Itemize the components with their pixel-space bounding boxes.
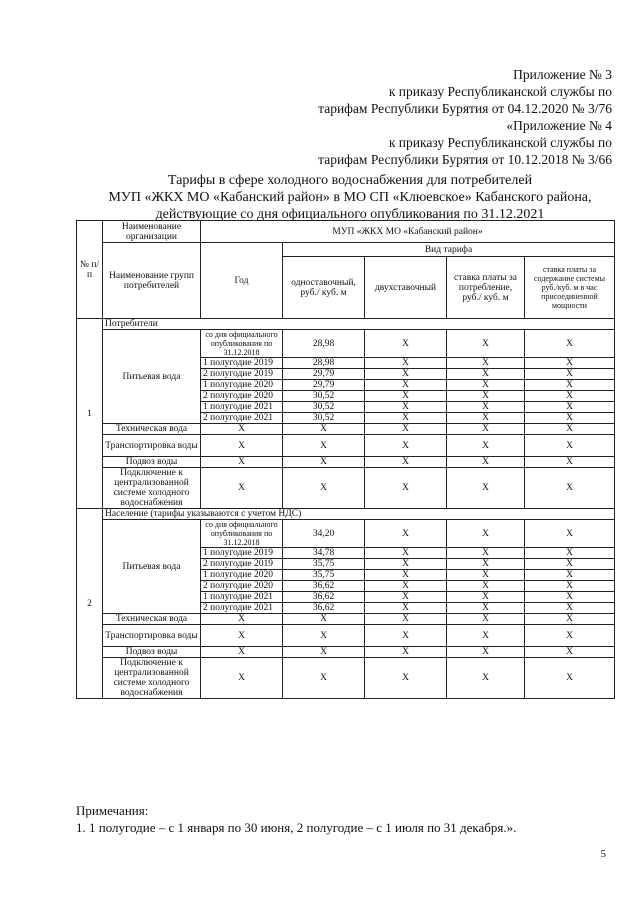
table-row bbox=[77, 457, 615, 468]
note-item: 1. 1 полугодие – с 1 января по 30 июня, 2 полугодие – с 1 июля по 31 декабря.». bbox=[76, 820, 517, 835]
table-row bbox=[77, 647, 615, 658]
one-part-tariff: 36,62 bbox=[283, 592, 365, 603]
consumer-group-label: Подвоз воды bbox=[103, 457, 201, 468]
consumption-rate: X bbox=[447, 468, 525, 509]
capacity-rate: X bbox=[525, 647, 615, 658]
number-header: № п/п bbox=[77, 221, 103, 319]
period-year: 2 полугодие 2020 bbox=[201, 391, 283, 402]
two-part-tariff: X bbox=[365, 647, 447, 658]
title-line: МУП «ЖКХ МО «Кабанский район» в МО СП «Клюевское» Кабанского района, bbox=[108, 190, 592, 205]
table-row bbox=[77, 435, 615, 457]
consumption-rate: X bbox=[447, 358, 525, 369]
section-number: 2 bbox=[77, 509, 103, 699]
section-title-row bbox=[77, 509, 615, 520]
one-part-tariff: X bbox=[283, 647, 365, 658]
one-part-tariff: 34,78 bbox=[283, 548, 365, 559]
capacity-rate: X bbox=[525, 402, 615, 413]
header-line: тарифам Республики Бурятия от 04.12.2020 № 3/76 bbox=[318, 101, 612, 116]
period-year: 1 полугодие 2021 bbox=[201, 592, 283, 603]
consumption-rate: X bbox=[447, 380, 525, 391]
one-part-tariff: X bbox=[283, 614, 365, 625]
table-row bbox=[77, 658, 615, 699]
capacity-rate: X bbox=[525, 457, 615, 468]
two-part-tariff: X bbox=[365, 570, 447, 581]
consumption-rate: X bbox=[447, 548, 525, 559]
period-year: X bbox=[201, 468, 283, 509]
org-name: МУП «ЖКХ МО «Кабанский район» bbox=[201, 221, 615, 243]
table-row bbox=[77, 424, 615, 435]
section-title: Потребители bbox=[103, 319, 615, 330]
capacity-rate: X bbox=[525, 614, 615, 625]
tariff-two-part-header: двухставочный bbox=[365, 257, 447, 319]
two-part-tariff: X bbox=[365, 468, 447, 509]
period-year: 2 полугодие 2020 bbox=[201, 581, 283, 592]
consumption-rate: X bbox=[447, 647, 525, 658]
period-year: X bbox=[201, 424, 283, 435]
one-part-tariff: X bbox=[283, 658, 365, 699]
consumption-rate: X bbox=[447, 413, 525, 424]
consumer-group-label: Транспортировка воды bbox=[103, 435, 201, 457]
capacity-rate: X bbox=[525, 548, 615, 559]
header-line: тарифам Республики Бурятия от 10.12.2018 № 3/66 bbox=[318, 152, 612, 167]
consumption-rate: X bbox=[447, 520, 525, 548]
one-part-tariff: X bbox=[283, 457, 365, 468]
capacity-rate: X bbox=[525, 380, 615, 391]
period-year: 2 полугодие 2021 bbox=[201, 603, 283, 614]
consumer-group-label: Подключение к централизованной системе холодного водоснабжения bbox=[103, 468, 201, 509]
one-part-tariff: 29,79 bbox=[283, 380, 365, 391]
period-year: X bbox=[201, 435, 283, 457]
one-part-tariff: 36,62 bbox=[283, 581, 365, 592]
header-line: «Приложение № 4 bbox=[506, 118, 612, 133]
capacity-rate: X bbox=[525, 369, 615, 380]
title-line: действующие со дня официального опубликования по 31.12.2021 bbox=[155, 207, 545, 222]
tariff-capacity-header: ставка платы за содержание системы руб./куб. м в час присоединенной мощности bbox=[525, 257, 615, 319]
one-part-tariff: X bbox=[283, 424, 365, 435]
capacity-rate: X bbox=[525, 559, 615, 570]
one-part-tariff: 34,20 bbox=[283, 520, 365, 548]
consumption-rate: X bbox=[447, 570, 525, 581]
one-part-tariff: 30,52 bbox=[283, 391, 365, 402]
period-year: со дня официального опубликования по 31.12.2018 bbox=[201, 330, 283, 358]
consumption-rate: X bbox=[447, 424, 525, 435]
capacity-rate: X bbox=[525, 391, 615, 402]
capacity-rate: X bbox=[525, 625, 615, 647]
consumption-rate: X bbox=[447, 581, 525, 592]
capacity-rate: X bbox=[525, 520, 615, 548]
two-part-tariff: X bbox=[365, 548, 447, 559]
one-part-tariff: 30,52 bbox=[283, 402, 365, 413]
one-part-tariff: X bbox=[283, 468, 365, 509]
two-part-tariff: X bbox=[365, 369, 447, 380]
section-number: 1 bbox=[77, 319, 103, 509]
capacity-rate: X bbox=[525, 592, 615, 603]
header-line: к приказу Республиканской службы по bbox=[388, 84, 612, 99]
capacity-rate: X bbox=[525, 358, 615, 369]
header-line: Приложение № 3 bbox=[513, 67, 612, 82]
consumption-rate: X bbox=[447, 625, 525, 647]
two-part-tariff: X bbox=[365, 581, 447, 592]
one-part-tariff: 35,75 bbox=[283, 559, 365, 570]
capacity-rate: X bbox=[525, 468, 615, 509]
two-part-tariff: X bbox=[365, 358, 447, 369]
period-year: X bbox=[201, 457, 283, 468]
two-part-tariff: X bbox=[365, 380, 447, 391]
period-year: X bbox=[201, 658, 283, 699]
appendix-header bbox=[318, 66, 612, 168]
consumption-rate: X bbox=[447, 603, 525, 614]
one-part-tariff: 35,75 bbox=[283, 570, 365, 581]
capacity-rate: X bbox=[525, 603, 615, 614]
one-part-tariff: X bbox=[283, 625, 365, 647]
one-part-tariff: 28,98 bbox=[283, 330, 365, 358]
consumption-rate: X bbox=[447, 457, 525, 468]
capacity-rate: X bbox=[525, 413, 615, 424]
section-title-row bbox=[77, 319, 615, 330]
consumption-rate: X bbox=[447, 330, 525, 358]
table-row bbox=[77, 468, 615, 509]
consumer-group-label: Подключение к централизованной системе холодного водоснабжения bbox=[103, 658, 201, 699]
period-year: 1 полугодие 2019 bbox=[201, 358, 283, 369]
drinking-water-label: Питьевая вода bbox=[103, 520, 201, 614]
consumer-group-label: Техническая вода bbox=[103, 424, 201, 435]
consumption-rate: X bbox=[447, 369, 525, 380]
tariff-type-label: Вид тарифа bbox=[283, 243, 615, 257]
title-line: Тарифы в сфере холодного водоснабжения для потребителей bbox=[167, 173, 533, 188]
two-part-tariff: X bbox=[365, 435, 447, 457]
year-label: Год bbox=[201, 243, 283, 319]
tariff-table bbox=[76, 220, 615, 699]
consumption-rate: X bbox=[447, 402, 525, 413]
group-label: Наименование групп потребителей bbox=[103, 243, 201, 319]
consumption-rate: X bbox=[447, 391, 525, 402]
consumer-group-label: Транспортировка воды bbox=[103, 625, 201, 647]
consumption-rate: X bbox=[447, 614, 525, 625]
two-part-tariff: X bbox=[365, 625, 447, 647]
one-part-tariff: 28,98 bbox=[283, 358, 365, 369]
capacity-rate: X bbox=[525, 658, 615, 699]
capacity-rate: X bbox=[525, 581, 615, 592]
two-part-tariff: X bbox=[365, 330, 447, 358]
two-part-tariff: X bbox=[365, 614, 447, 625]
period-year: 1 полугодие 2021 bbox=[201, 402, 283, 413]
period-year: 1 полугодие 2020 bbox=[201, 570, 283, 581]
header-line: к приказу Республиканской службы по bbox=[388, 135, 612, 150]
consumption-rate: X bbox=[447, 592, 525, 603]
capacity-rate: X bbox=[525, 435, 615, 457]
period-year: 2 полугодие 2019 bbox=[201, 369, 283, 380]
capacity-rate: X bbox=[525, 570, 615, 581]
one-part-tariff: 30,52 bbox=[283, 413, 365, 424]
period-year: со дня официального опубликования по 31.12.2018 bbox=[201, 520, 283, 548]
consumption-rate: X bbox=[447, 658, 525, 699]
period-year: 1 полугодие 2019 bbox=[201, 548, 283, 559]
one-part-tariff: 29,79 bbox=[283, 369, 365, 380]
two-part-tariff: X bbox=[365, 402, 447, 413]
period-year: X bbox=[201, 647, 283, 658]
one-part-tariff: 36,62 bbox=[283, 603, 365, 614]
capacity-rate: X bbox=[525, 330, 615, 358]
drinking-water-label: Питьевая вода bbox=[103, 330, 201, 424]
consumer-group-label: Техническая вода bbox=[103, 614, 201, 625]
consumer-group-label: Подвоз воды bbox=[103, 647, 201, 658]
one-part-tariff: X bbox=[283, 435, 365, 457]
two-part-tariff: X bbox=[365, 424, 447, 435]
tariff-one-part-header: одноставочный, руб./ куб. м bbox=[283, 257, 365, 319]
period-year: X bbox=[201, 614, 283, 625]
table-row bbox=[77, 330, 615, 358]
period-year: X bbox=[201, 625, 283, 647]
two-part-tariff: X bbox=[365, 603, 447, 614]
capacity-rate: X bbox=[525, 424, 615, 435]
section-title: Население (тарифы указываются с учетом НДС) bbox=[103, 509, 615, 520]
period-year: 2 полугодие 2019 bbox=[201, 559, 283, 570]
table-row bbox=[77, 614, 615, 625]
two-part-tariff: X bbox=[365, 592, 447, 603]
two-part-tariff: X bbox=[365, 559, 447, 570]
consumption-rate: X bbox=[447, 559, 525, 570]
period-year: 2 полугодие 2021 bbox=[201, 413, 283, 424]
two-part-tariff: X bbox=[365, 413, 447, 424]
two-part-tariff: X bbox=[365, 658, 447, 699]
table-row bbox=[77, 520, 615, 548]
two-part-tariff: X bbox=[365, 391, 447, 402]
document-title bbox=[80, 172, 620, 223]
consumption-rate: X bbox=[447, 435, 525, 457]
two-part-tariff: X bbox=[365, 520, 447, 548]
notes-heading: Примечания: bbox=[76, 803, 149, 818]
table-row bbox=[77, 625, 615, 647]
tariff-consumption-header: ставка платы за потребление, руб./ куб. м bbox=[447, 257, 525, 319]
two-part-tariff: X bbox=[365, 457, 447, 468]
org-label: Наименование организации bbox=[103, 221, 201, 243]
notes bbox=[76, 802, 516, 836]
period-year: 1 полугодие 2020 bbox=[201, 380, 283, 391]
page-number: 5 bbox=[600, 848, 606, 860]
